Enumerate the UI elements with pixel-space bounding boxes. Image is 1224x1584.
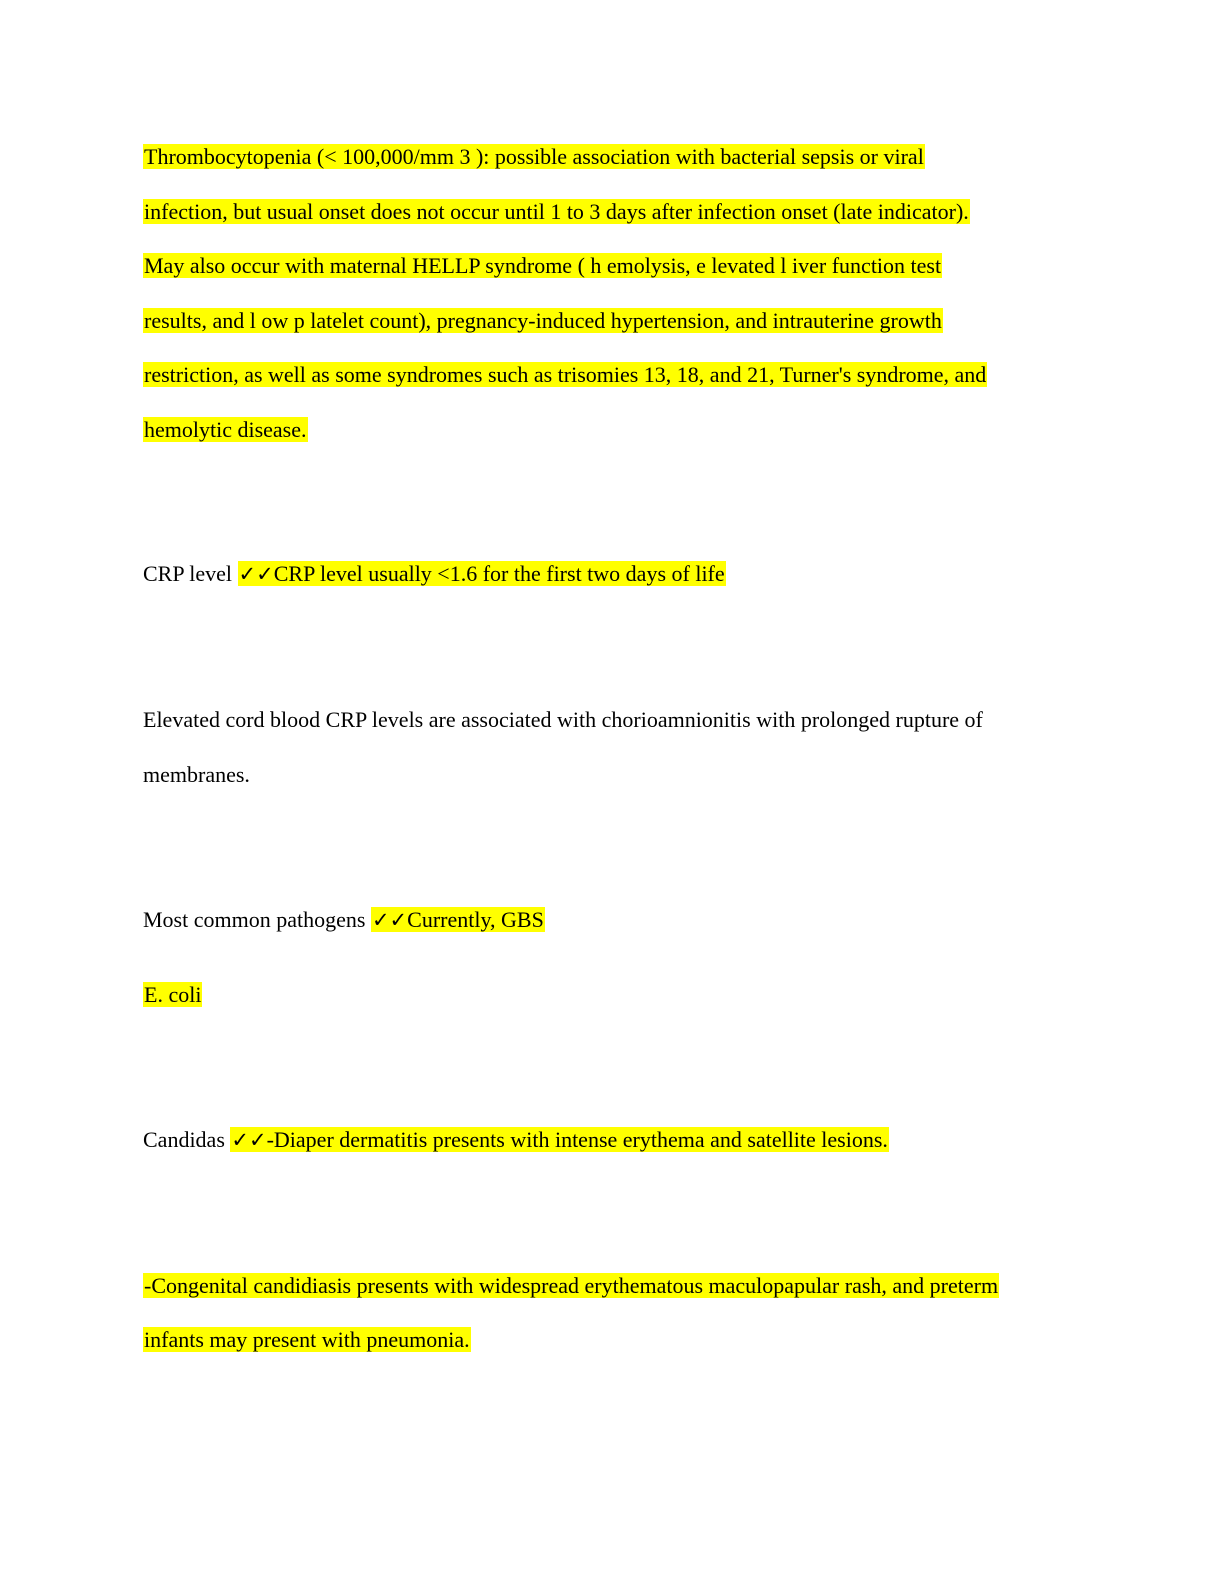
thrombocytopenia-line-5 [143,360,987,390]
crp-card [143,559,726,589]
crp-term: CRP level [143,561,233,586]
congenital-line-2 [143,1325,471,1355]
highlighted-text: restriction, as well as some syndromes such as trisomies 13, 18, and 21, Turner's syndrome, and [144,362,987,387]
thrombocytopenia-line-4 [143,306,943,336]
highlighted-text: results, and l ow p latelet count), pregnancy-induced hypertension, and intrauterine growth [144,308,942,333]
candidas-term: Candidas [143,1127,225,1152]
pathogens-card [143,905,545,935]
thrombocytopenia-line-3 [143,251,942,281]
cord-blood-text: membranes. [143,762,250,787]
congenital-line-1 [143,1271,999,1301]
pathogens-ecoli: E. coli [144,982,202,1007]
candidas-answer [230,1127,889,1152]
thrombocytopenia-line-6 [143,415,308,445]
highlighted-text: hemolytic disease. [144,417,307,442]
congenital-text: -Congenital candidiasis presents with widespread erythematous maculopapular rash, and preterm [144,1273,999,1298]
thrombocytopenia-line-1 [143,142,925,172]
highlighted-text: May also occur with maternal HELLP syndrome ( h emolysis, e levated l iver function test [144,253,942,278]
highlighted-text: infection, but usual onset does not occur until 1 to 3 days after infection onset (late indicator). [144,199,969,224]
pathogens-line-2 [143,980,202,1010]
checkmark-icon: ✓✓ [231,1128,267,1152]
congenital-text: infants may present with pneumonia. [144,1327,470,1352]
checkmark-icon: ✓✓ [371,908,408,932]
thrombocytopenia-line-2 [143,197,970,227]
highlighted-text: Thrombocytopenia (< 100,000/mm 3 ): possible association with bacterial sepsis or viral [144,144,924,169]
candidas-answer-text: -Diaper dermatitis presents with intense erythema and satellite lesions. [266,1127,888,1152]
pathogens-answer-text: Currently, GBS [407,907,544,932]
crp-answer-text: CRP level usually <1.6 for the first two days of life [273,561,725,586]
pathogens-answer [371,907,545,932]
cord-blood-line-2 [143,760,250,790]
cord-blood-text: Elevated cord blood CRP levels are associated with chorioamnionitis with prolonged rupture of [143,707,983,732]
pathogens-term: Most common pathogens [143,907,366,932]
checkmark-icon: ✓✓ [238,562,274,586]
crp-answer [238,561,726,586]
cord-blood-line-1 [143,705,983,735]
candidas-card [143,1125,889,1155]
